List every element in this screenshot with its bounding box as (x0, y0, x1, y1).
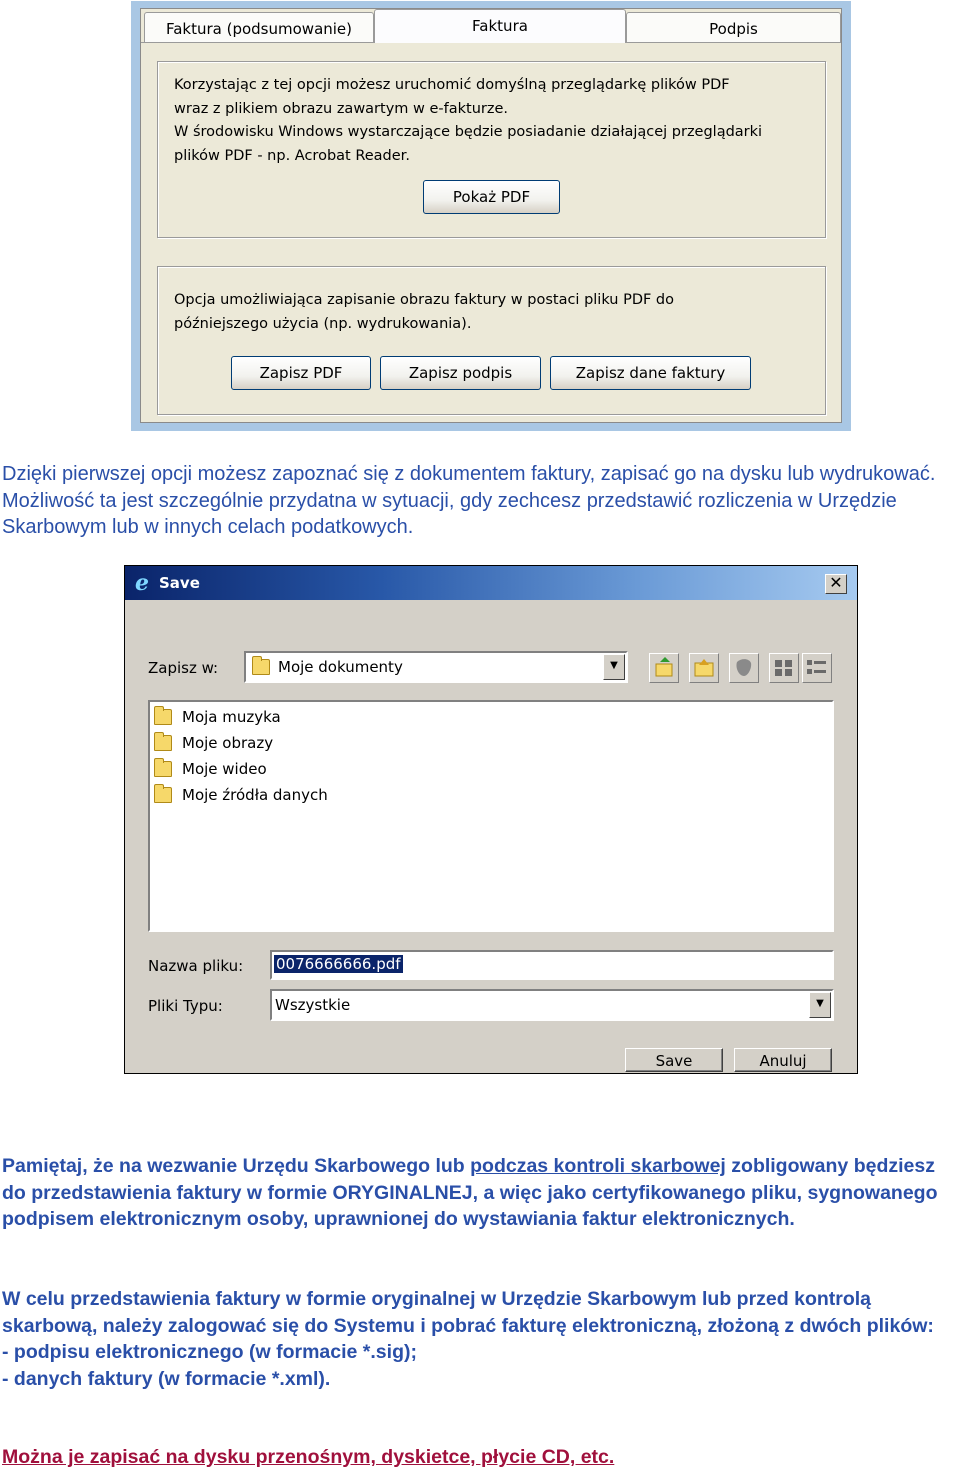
save-pdf-description: Opcja umożliwiająca zapisanie obrazu faktury w postaci pliku PDF do późniejszego użycia (np. wydrukowania). (174, 292, 675, 332)
folder-label: Moje obrazy (182, 734, 274, 752)
save-in-label: Zapisz w: (148, 659, 219, 677)
view-menu-icon[interactable] (769, 653, 799, 683)
dialog-titlebar[interactable] (125, 566, 857, 600)
intro-paragraph: Dzięki pierwszej opcji możesz zapoznać się z dokumentem faktury, zapisać go na dysku lub wydrukować. Możliwość ta jest szczególnie przydatna w sytuacji, gdy zechcesz przedstawić rozliczenia w Urzędzie Skarbowym lub w innych celach podatkowych. (2, 463, 936, 538)
list-item-invoice-data: - danych faktury (w formacie *.xml). (2, 1367, 331, 1390)
close-button[interactable]: ✕ (825, 574, 847, 594)
show-pdf-description: Korzystając z tej opcji możesz uruchomić domyślną przeglądarkę plików PDF wraz z plikiem obrazu zawartym w e-fakturze. W środowisku Windows wystarczające będzie posiadanie działającej przeglądarki plików PDF - np. Acrobat Reader. (174, 77, 763, 164)
filename-label: Nazwa pliku: (148, 957, 244, 975)
save-signature-button[interactable]: Zapisz podpis (380, 356, 541, 390)
folder-icon (154, 735, 172, 751)
folder-icon (154, 787, 172, 803)
show-pdf-group (157, 61, 826, 238)
show-pdf-button[interactable]: Pokaż PDF (423, 180, 560, 214)
tab-invoice[interactable]: Faktura (374, 9, 626, 43)
tab-invoice-summary[interactable]: Faktura (podsumowanie) (144, 12, 374, 42)
folder-icon (252, 659, 270, 675)
dialog-body (125, 600, 857, 1073)
folder-label: Moje wideo (182, 760, 267, 778)
details-view-icon[interactable] (802, 653, 832, 683)
tax-control-link[interactable]: podczas kontroli skarbowej (470, 1155, 726, 1177)
filetype-dropdown[interactable] (270, 989, 834, 1021)
folder-icon (154, 709, 172, 725)
folder-label: Moja muzyka (182, 708, 281, 726)
save-pdf-group (157, 266, 826, 415)
save-in-value: Moje dokumenty (278, 658, 403, 676)
save-in-dropdown[interactable] (244, 651, 628, 683)
back-icon[interactable] (649, 653, 679, 683)
storage-note: Można je zapisać na dysku przenośnym, dyskietce, płycie CD, etc. (2, 1446, 615, 1468)
save-dialog (124, 565, 858, 1074)
file-list[interactable] (148, 700, 834, 932)
filetype-value: Wszystkie (275, 996, 351, 1014)
dialog-title: Save (159, 574, 200, 592)
filename-field[interactable] (270, 950, 834, 980)
chevron-down-icon[interactable]: ▼ (809, 992, 831, 1018)
save-button[interactable]: Save (625, 1048, 723, 1072)
instructions-paragraph (2, 1286, 958, 1392)
instructions-text: W celu przedstawienia faktury w formie oryginalnej w Urzędzie Skarbowym lub przed kontrolą skarbową, należy zalogować się do Systemu i pobrać fakturę elektroniczną, złożoną z dwóch plików: (2, 1288, 934, 1337)
warning-text-end: zobligowany będziesz do przedstawienia faktury w formie ORYGINALNEJ, a więc jako certyfikowanego pliku, sygnowanego podpisem elektronicznym osoby, uprawnionej do wystawiania faktur elektronicznych. (2, 1155, 938, 1230)
new-folder-icon[interactable] (729, 653, 759, 683)
up-folder-icon[interactable] (689, 653, 719, 683)
warning-paragraph (2, 1153, 958, 1233)
filename-value: 0076666666.pdf (276, 955, 401, 973)
folder-icon (154, 761, 172, 777)
invoice-panel (140, 8, 842, 423)
warning-text-start: Pamiętaj, że na wezwanie Urzędu Skarbowego lub (2, 1155, 471, 1177)
folder-label: Moje źródła danych (182, 786, 328, 804)
list-item-signature: - podpisu elektronicznego (w formacie *.sig); (2, 1341, 417, 1363)
save-pdf-button[interactable]: Zapisz PDF (231, 356, 371, 390)
invoice-screenshot (131, 1, 851, 431)
chevron-down-icon[interactable]: ▼ (603, 654, 625, 680)
tab-signature[interactable]: Podpis (626, 12, 841, 42)
save-invoice-data-button[interactable]: Zapisz dane faktury (550, 356, 751, 390)
internet-explorer-icon: e (135, 570, 149, 596)
cancel-button[interactable]: Anuluj (734, 1048, 832, 1072)
filetype-label: Pliki Typu: (148, 997, 223, 1015)
